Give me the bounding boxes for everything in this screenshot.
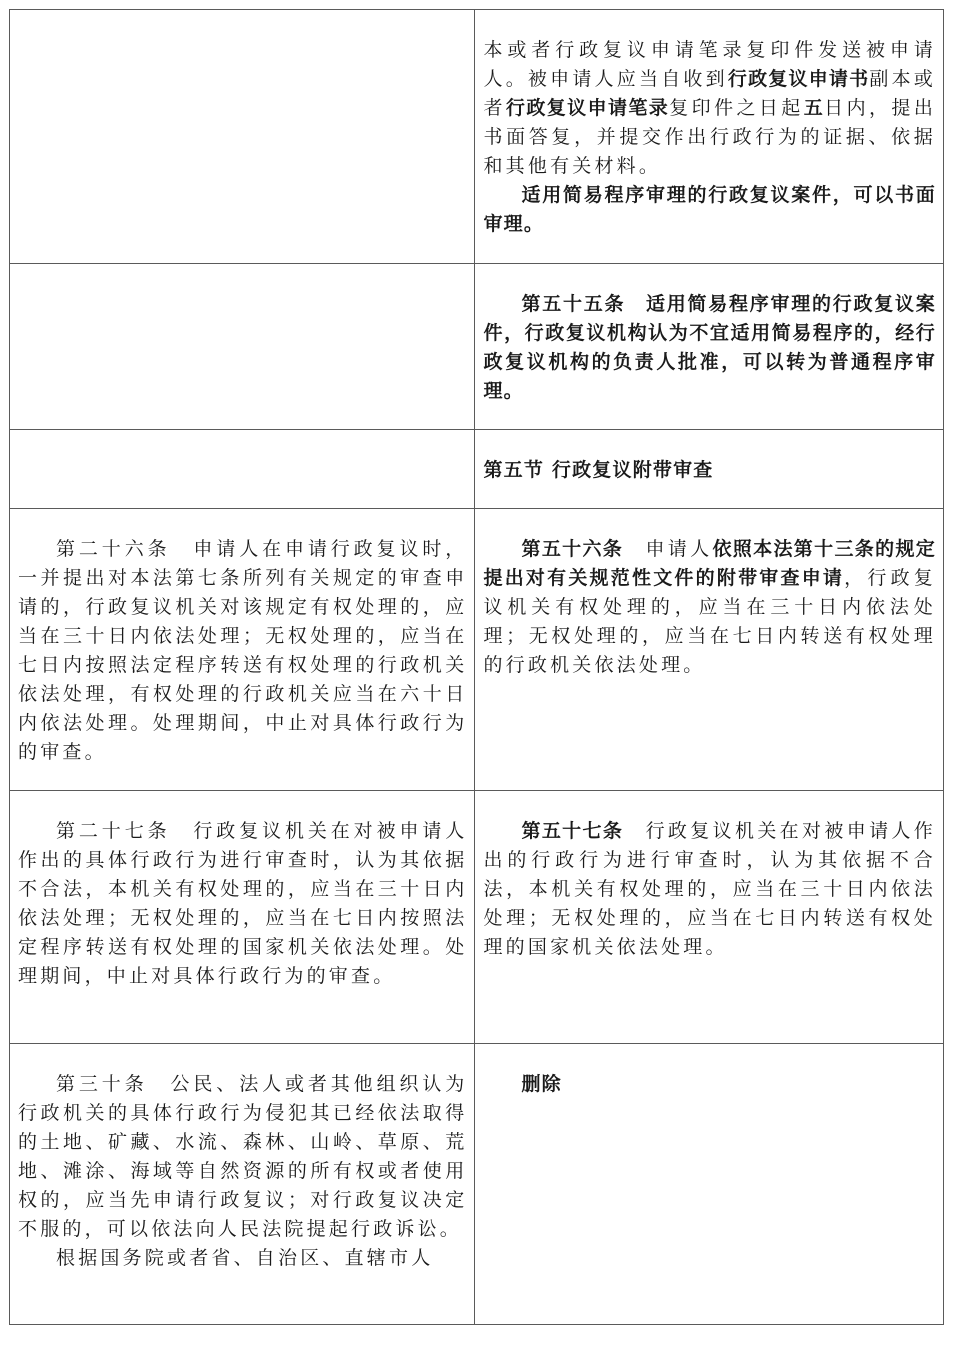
article-paragraph	[483, 1070, 936, 1099]
article-paragraph	[483, 181, 936, 239]
text-span: 第二十七条 行政复议机关在对被申请人作出的具体行政行为进行审查时，认为其依据不合法，本机关有权处理的，应当在三十日内依法处理；无权处理的，应当在七日内按照法定程序转送有权处理的国家机关依法处理。处理期间，中止对具体行政行为的审查。	[18, 820, 468, 987]
old-text-cell	[10, 430, 475, 509]
text-span: 副本或者	[483, 68, 937, 119]
article-paragraph	[483, 36, 936, 181]
article-paragraph	[18, 535, 467, 767]
article-paragraph	[483, 456, 936, 485]
highlighted-text: 第五十七条	[521, 820, 624, 842]
article-paragraph	[483, 290, 936, 406]
table-row	[10, 10, 944, 264]
highlighted-text: 第五十六条	[521, 538, 624, 560]
article-paragraph	[18, 1070, 467, 1244]
new-text-cell	[475, 791, 944, 1044]
text-span: 第五节 行政复议附带审查	[483, 459, 714, 481]
new-text-cell	[475, 509, 944, 791]
table-row	[10, 264, 944, 430]
comparison-table	[9, 9, 944, 1325]
article-paragraph	[18, 1244, 467, 1273]
table-row	[10, 1044, 944, 1325]
highlighted-text: 行政复议申请笔录	[505, 97, 670, 119]
text-span: 第三十条 公民、法人或者其他组织认为行政机关的具体行政行为侵犯其已经依法取得的土地、矿藏、水流、森林、山岭、草原、荒地、滩涂、海域等自然资源的所有权或者使用权的，应当先申请行政复议；对行政复议决定不服的，可以依法向人民法院提起行政诉讼。	[18, 1073, 468, 1240]
text-span: 删除	[521, 1073, 562, 1095]
article-paragraph	[483, 817, 936, 962]
highlighted-text: 依照本法第十三条的规定提出对有关规范性文件的附带审查申请	[483, 538, 936, 589]
text-span: 日内，提出书面答复，并提交作出行政行为的证据、依据和其他有关材料。	[483, 97, 937, 177]
text-span: 申请人	[623, 538, 713, 560]
new-text-cell	[475, 10, 944, 264]
section-heading-cell	[475, 430, 944, 509]
highlighted-text: 五	[803, 97, 825, 119]
text-span: 行政复议机关在对被申请人作出的行政行为进行审查时，认为其依据不合法，本机关有权处理的，应当在三十日内依法处理；无权处理的，应当在七日内转送有权处理的国家机关依法处理。	[483, 820, 936, 958]
text-span: 根据国务院或者省、自治区、直辖市人	[56, 1247, 434, 1269]
text-span: 复印件之日起	[669, 97, 804, 119]
old-text-cell	[10, 509, 475, 791]
new-text-cell	[475, 1044, 944, 1325]
highlighted-text: 行政复议申请书	[727, 68, 870, 90]
article-paragraph	[18, 817, 467, 991]
old-text-cell	[10, 791, 475, 1044]
text-span: ，行政复议机关有权处理的，应当在三十日内依法处理；无权处理的，应当在七日内转送有权处理的行政机关依法处理。	[483, 567, 936, 676]
text-span: 第五十五条 适用简易程序审理的行政复议案件，行政复议机构认为不宜适用简易程序的，经行政复议机构的负责人批准，可以转为普通程序审理。	[483, 293, 936, 402]
text-span: 本或者行政复议申请笔录复印件发送被申请人。被申请人应当自收到	[483, 39, 936, 90]
old-text-cell	[10, 1044, 475, 1325]
text-span: 第二十六条 申请人在申请行政复议时，一并提出对本法第七条所列有关规定的审查申请的，行政复议机关对该规定有权处理的，应当在三十日内依法处理；无权处理的，应当在七日内按照法定程序转送有权处理的行政机关依法处理，有权处理的行政机关应当在六十日内依法处理。处理期间，中止对具体行政行为的审查。	[18, 538, 468, 763]
text-span: 适用简易程序审理的行政复议案件，可以书面审理。	[483, 184, 936, 235]
table-row	[10, 430, 944, 509]
old-text-cell	[10, 264, 475, 430]
new-text-cell	[475, 264, 944, 430]
article-paragraph	[483, 535, 936, 680]
table-row	[10, 509, 944, 791]
old-text-cell	[10, 10, 475, 264]
table-row	[10, 791, 944, 1044]
